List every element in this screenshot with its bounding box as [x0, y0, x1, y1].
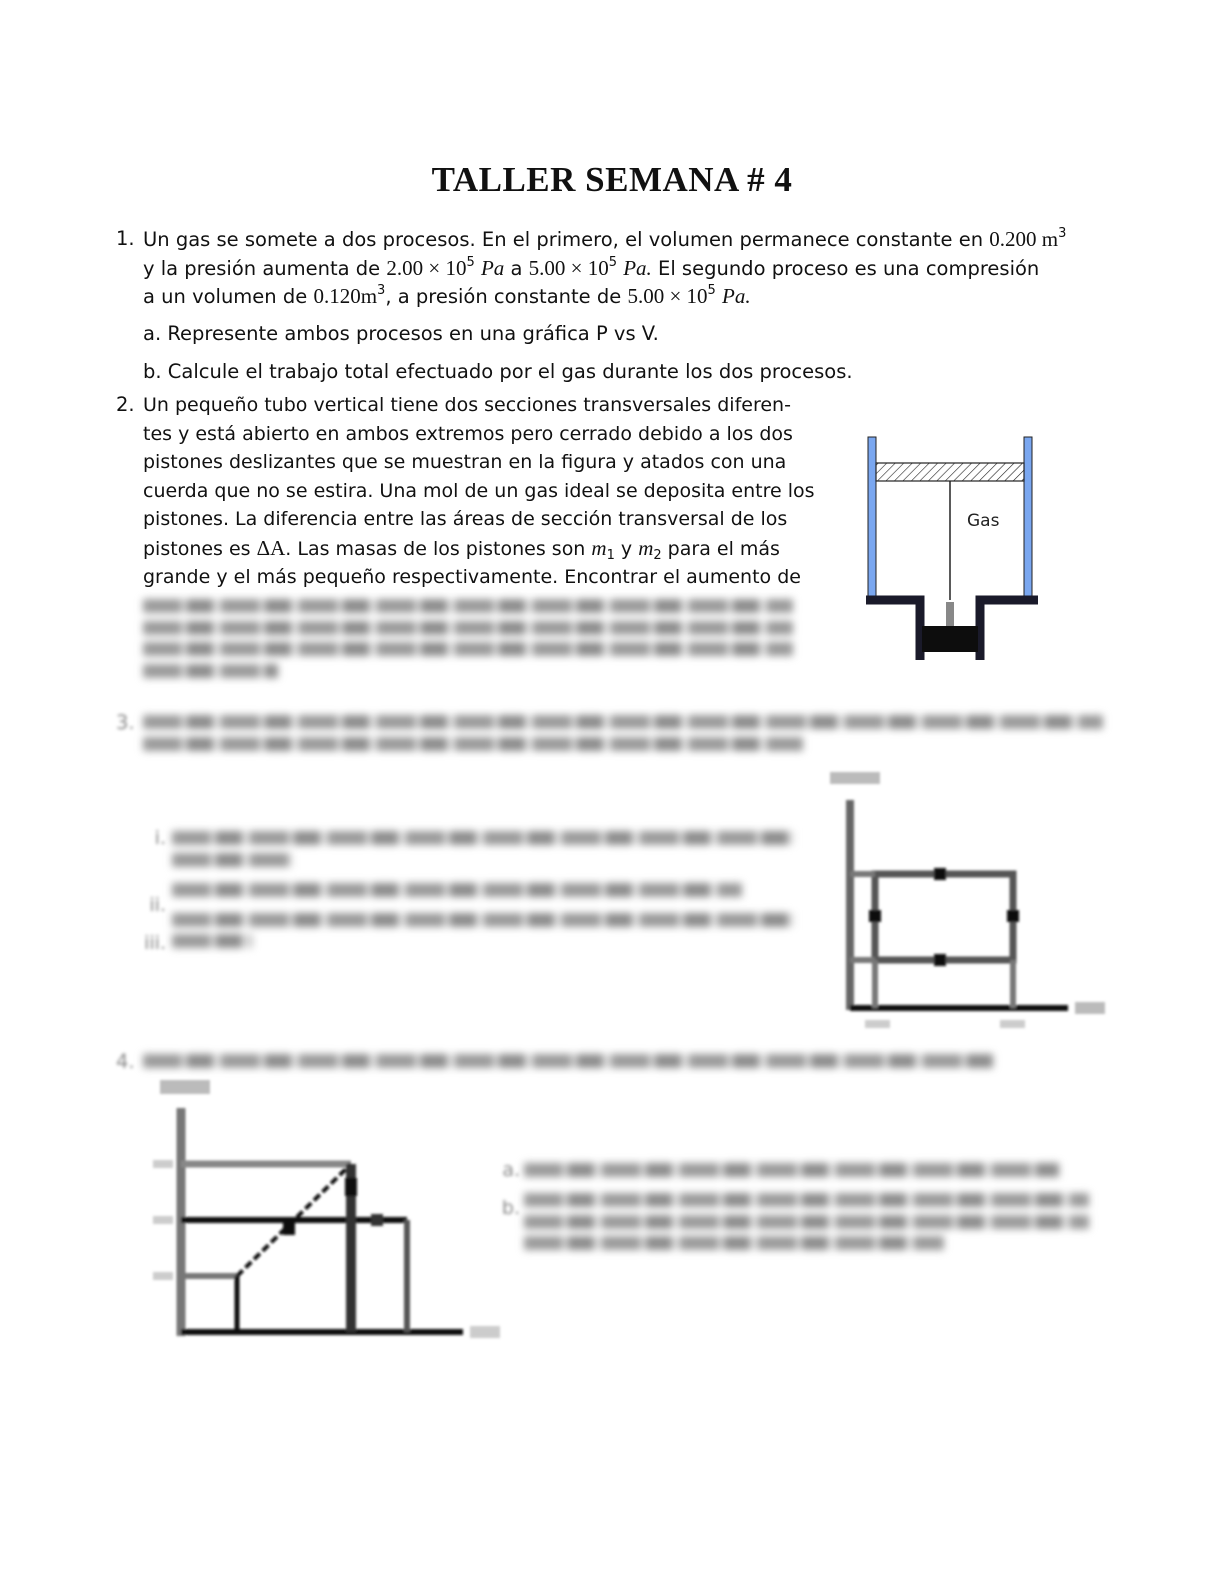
x-axis-label-redacted	[1075, 1002, 1105, 1014]
redacted-line	[143, 1054, 993, 1068]
problem-2-line: pistones. La diferencia entre las áreas de sección transversal de los	[143, 508, 788, 531]
y-axis-label-redacted	[830, 772, 880, 784]
redacted-line	[524, 1236, 944, 1250]
problem-2-line	[143, 534, 795, 563]
large-piston	[876, 463, 1024, 481]
problem-1-text: El segundo proceso es una compresión	[651, 256, 1040, 280]
unit: Pa.	[722, 284, 751, 309]
exponent: 3	[377, 283, 386, 299]
tube-wall-right	[1024, 437, 1032, 600]
exponent: 5	[466, 254, 475, 270]
exponent: 3	[1058, 226, 1067, 241]
problem-1-statement	[143, 225, 1083, 311]
problem-4-sublabel-b: b.	[501, 1197, 520, 1219]
redacted-text-problem-3	[143, 708, 1103, 758]
arrow-icon	[371, 1214, 383, 1226]
redacted-line	[172, 883, 742, 897]
problem-4-number: 4.	[116, 1050, 135, 1073]
problem-1-text: y la presión aumenta de	[143, 256, 387, 280]
redacted-line	[143, 715, 1103, 729]
problem-2-text: y	[614, 537, 639, 560]
problem-1-number: 1.	[116, 227, 135, 250]
tick-label-redacted	[153, 1272, 173, 1280]
problem-1-line-2	[143, 254, 1083, 283]
item-text: Calcule el trabajo total efectuado por el gas durante los dos procesos.	[167, 360, 853, 383]
cycle-path	[875, 874, 1013, 960]
tick-label-redacted	[153, 1160, 173, 1168]
x-axis-label-redacted	[470, 1326, 500, 1338]
arrow-icon	[345, 1178, 357, 1196]
subscript: 1	[606, 547, 615, 563]
redacted-line	[172, 831, 794, 845]
arrow-icon	[934, 868, 946, 880]
arrow-icon	[1007, 910, 1019, 922]
volume-final: 0.120m	[313, 284, 378, 309]
tick-label-redacted	[865, 1020, 890, 1028]
exponent: 5	[608, 254, 618, 270]
redacted-line	[143, 599, 793, 613]
problem-2-line: tes y está abierto en ambos extremos pero cerrado debido a los dos	[143, 422, 793, 445]
problem-3-sublabel-i: i.	[154, 827, 166, 849]
subscript: 2	[653, 547, 662, 563]
redacted-subitems-problem-4	[524, 1156, 1089, 1258]
mass-1: m	[591, 535, 607, 560]
redacted-line	[143, 664, 278, 678]
mass-2: m	[638, 535, 654, 560]
string-lower	[946, 602, 954, 626]
redacted-line	[524, 1163, 1059, 1177]
page-title: TALLER SEMANA # 4	[431, 160, 793, 199]
problem-4-pv-diagram	[145, 1078, 505, 1368]
volume-value: 0.200 m	[989, 227, 1059, 251]
problem-1-text: , a presión constante de	[385, 285, 628, 309]
redacted-text-problem-2	[143, 592, 793, 685]
problem-2-number: 2.	[116, 393, 135, 416]
problem-2-line: Un pequeño tubo vertical tiene dos secciones transversales diferen-	[143, 394, 791, 416]
tube-wall-left	[868, 437, 876, 600]
problem-2-text: . Las masas de los pistones son	[285, 537, 592, 560]
problem-2-line: grande y el más pequeño respectivamente. Encontrar el aumento de	[143, 565, 801, 588]
redacted-line	[524, 1193, 1089, 1207]
problem-3-number: 3.	[116, 711, 135, 734]
problem-1-line-1	[143, 225, 1083, 254]
problem-1-text: a	[504, 256, 529, 280]
gas-label: Gas	[967, 511, 1000, 531]
arrow-icon	[934, 954, 946, 966]
problem-1-item-b	[143, 358, 853, 387]
problem-1-item-a	[143, 320, 659, 349]
small-piston	[922, 626, 978, 652]
redacted-line	[143, 737, 803, 751]
problem-2-line: pistones deslizantes que se muestran en la figura y atados con una	[143, 451, 787, 474]
problem-1-line-3	[143, 282, 1083, 311]
y-axis-label-redacted	[160, 1080, 210, 1094]
arrow-icon	[869, 910, 881, 922]
redacted-line	[172, 934, 252, 948]
piston-tube-figure	[860, 430, 1050, 670]
problem-3-sublabel-ii: ii.	[149, 894, 166, 916]
problem-2-text: para el más	[661, 537, 780, 560]
redacted-line	[172, 853, 292, 867]
tick-label-redacted	[1000, 1020, 1025, 1028]
tick-label-redacted	[153, 1216, 173, 1224]
arrow-icon	[283, 1223, 295, 1235]
redacted-text-problem-4	[143, 1047, 993, 1076]
redacted-line	[172, 913, 794, 927]
unit: Pa.	[623, 255, 652, 280]
problem-2-statement	[143, 391, 815, 591]
delta-a: ΔA	[256, 535, 286, 560]
problem-2-text: pistones es	[143, 537, 257, 560]
redacted-line	[524, 1215, 1089, 1229]
item-text: Represente ambos procesos en una gráfica P vs V.	[167, 322, 659, 345]
problem-1-text: Un gas se somete a dos procesos. En el primero, el volumen permanece constante en	[143, 228, 990, 251]
pressure-final: 5.00 × 10	[528, 255, 609, 280]
redacted-line	[143, 621, 793, 635]
item-label: a.	[143, 322, 162, 345]
problem-3-sublabel-iii: iii.	[144, 932, 166, 954]
exponent: 5	[707, 283, 716, 299]
unit: Pa	[480, 255, 505, 280]
problem-2-line: cuerda que no se estira. Una mol de un gas ideal se deposita entre los	[143, 479, 815, 502]
redacted-subitems-problem-3	[172, 824, 794, 956]
problem-1-text: a un volumen de	[143, 285, 314, 309]
pressure-initial: 2.00 × 10	[386, 255, 467, 280]
problem-3-pv-diagram	[830, 770, 1120, 1030]
problem-4-sublabel-a: a.	[502, 1159, 520, 1181]
redacted-line	[143, 642, 793, 656]
pressure-constant: 5.00 × 10	[627, 284, 708, 309]
item-label: b.	[143, 360, 162, 383]
